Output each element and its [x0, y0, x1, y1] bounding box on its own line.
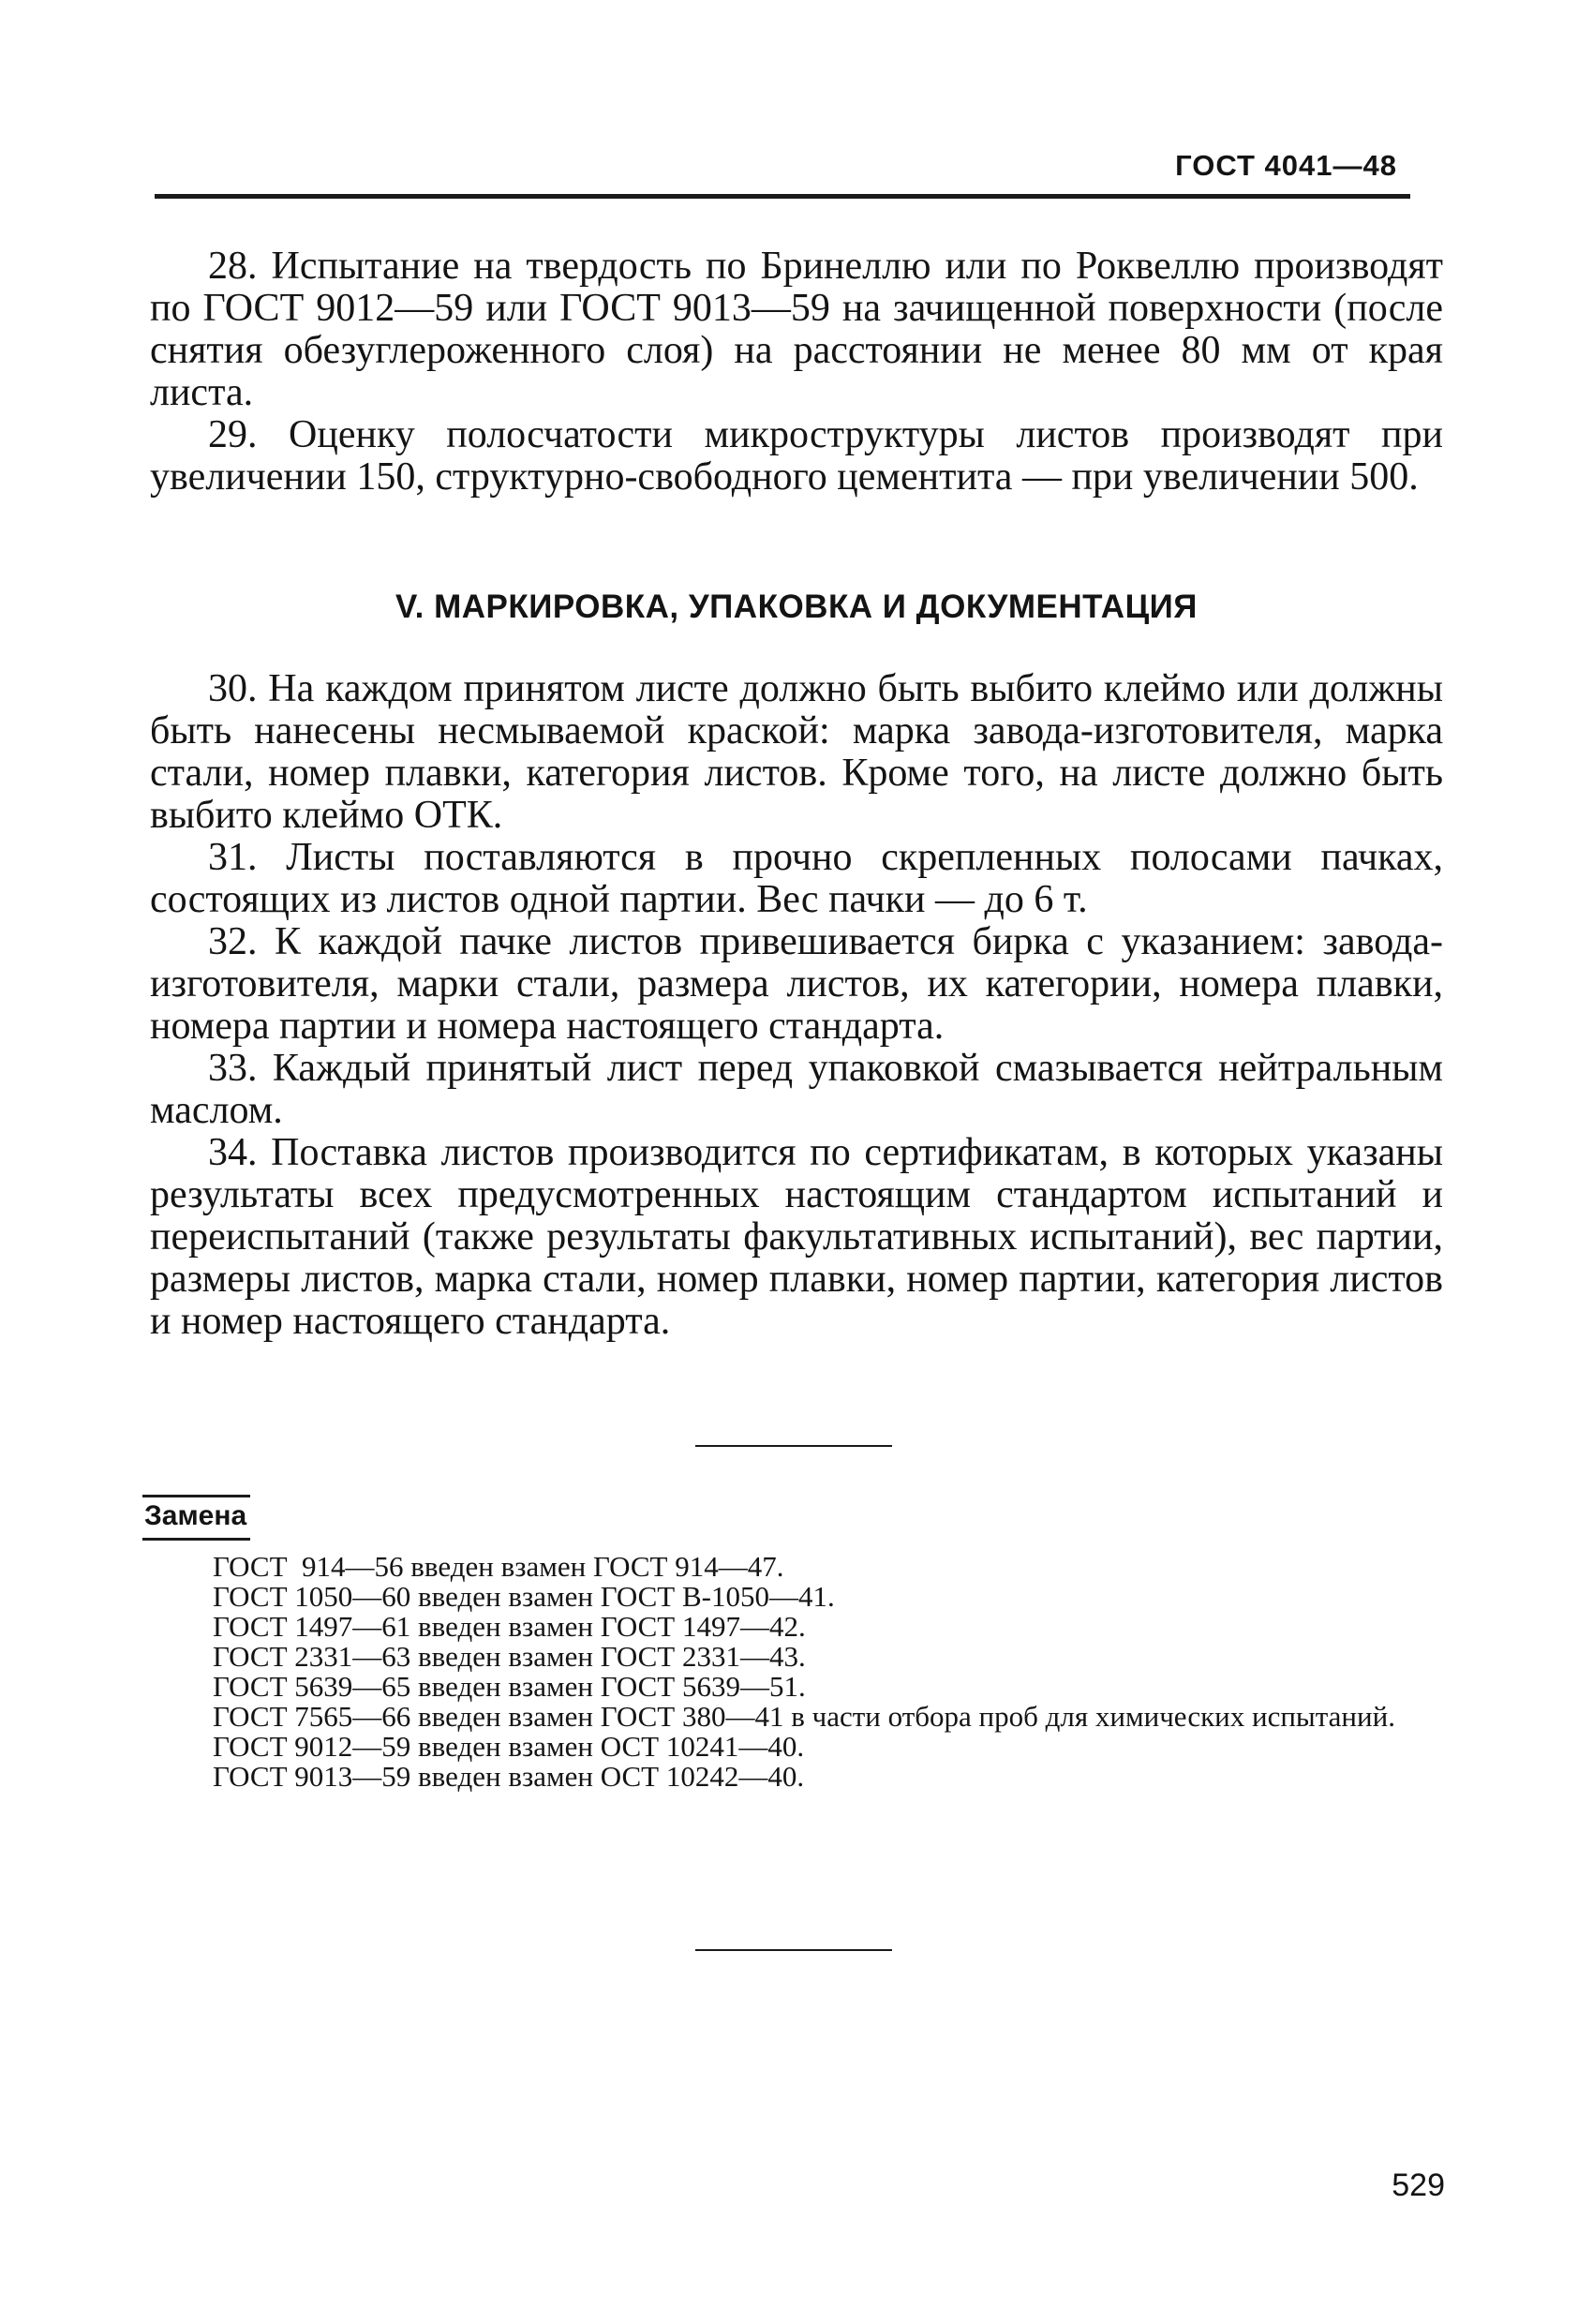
replacement-new-standard: ГОСТ 9013—59	[213, 1760, 411, 1793]
replacement-text: введен взамен ОСТ 10241—40.	[418, 1730, 805, 1763]
replacement-new-standard: ГОСТ 7565—66	[213, 1700, 411, 1733]
standard-code: ГОСТ 4041—48	[1175, 149, 1397, 182]
replacement-row	[142, 1762, 1454, 1792]
replacement-new-standard: ГОСТ 1050—60	[213, 1580, 411, 1613]
bottom-paragraphs	[150, 668, 1443, 1343]
replacements-label: Замена	[142, 1495, 250, 1541]
clause-28: 28. Испытание на твердость по Бринеллю или по Роквеллю производят по ГОСТ 9012—59 или ГОСТ 9013—59 на зачищенной поверхности (после снятия обезуглероженного слоя) на расстоянии не менее 80 мм от края листа.	[150, 245, 1443, 414]
replacement-text: введен взамен ГОСТ 2331—43.	[418, 1640, 806, 1673]
replacement-row	[142, 1702, 1454, 1732]
replacement-new-standard: ГОСТ 9012—59	[213, 1730, 411, 1763]
replacement-new-standard: ГОСТ 2331—63	[213, 1640, 411, 1673]
replacement-text: введен взамен ГОСТ 380—41 в части отбора проб для химических испытаний.	[418, 1700, 1395, 1733]
replacement-row	[142, 1642, 1454, 1672]
replacements-list	[142, 1552, 1454, 1792]
replacements-block	[142, 1495, 1454, 1792]
clause-33: 33. Каждый принятый лист перед упаковкой смазывается нейтральным маслом.	[150, 1047, 1443, 1132]
clause-34: 34. Поставка листов производится по сертификатам, в которых указаны результаты всех предусмотренных настоящим стандартом испытаний и переиспытаний (также результаты факультативных испытаний), вес партии, размеры листов, марка стали, номер плавки, номер партии, категория листов и номер настоящего стандарта.	[150, 1131, 1443, 1343]
clause-32: 32. К каждой пачке листов привешивается бирка с указанием: завода-изготовителя, марки стали, размера листов, их категории, номера плавки, номера партии и номера настоящего стандарта.	[150, 920, 1443, 1048]
replacement-row	[142, 1582, 1454, 1612]
top-paragraphs	[150, 246, 1443, 499]
separator-rule	[695, 1445, 892, 1447]
clause-30: 30. На каждом принятом листе должно быть выбито клеймо или должны быть нанесены несмываемой краской: марка завода-изготовителя, марка стали, номер плавки, категория листов. Кроме того, на листе должно быть выбито клеймо ОТК.	[150, 667, 1443, 837]
separator-rule	[695, 1949, 892, 1951]
page-number: 529	[1392, 2168, 1445, 2203]
replacement-new-standard: ГОСТ 5639—65	[213, 1670, 411, 1703]
section-title: V. МАРКИРОВКА, УПАКОВКА И ДОКУМЕНТАЦИЯ	[395, 588, 1198, 625]
replacement-row	[142, 1552, 1454, 1582]
replacement-new-standard: ГОСТ 914—56	[213, 1550, 404, 1583]
replacement-text: введен взамен ГОСТ В-1050—41.	[418, 1580, 835, 1613]
replacement-text: введен взамен ГОСТ 1497—42.	[418, 1610, 806, 1643]
replacement-text: введен взамен ГОСТ 5639—51.	[418, 1670, 806, 1703]
page-header	[155, 136, 1410, 199]
replacement-row	[142, 1612, 1454, 1642]
clause-31: 31. Листы поставляются в прочно скрепленных полосами пачках, состоящих из листов одной партии. Вес пачки — до 6 т.	[150, 836, 1443, 921]
replacement-row	[142, 1672, 1454, 1702]
replacement-text: введен взамен ОСТ 10242—40.	[418, 1760, 805, 1793]
replacement-new-standard: ГОСТ 1497—61	[213, 1610, 411, 1643]
replacement-row	[142, 1732, 1454, 1762]
replacement-text: введен взамен ГОСТ 914—47.	[410, 1550, 784, 1583]
clause-29: 29. Оценку полосчатости микроструктуры листов производят при увеличении 150, структурно-свободного цементита — при увеличении 500.	[150, 413, 1443, 499]
